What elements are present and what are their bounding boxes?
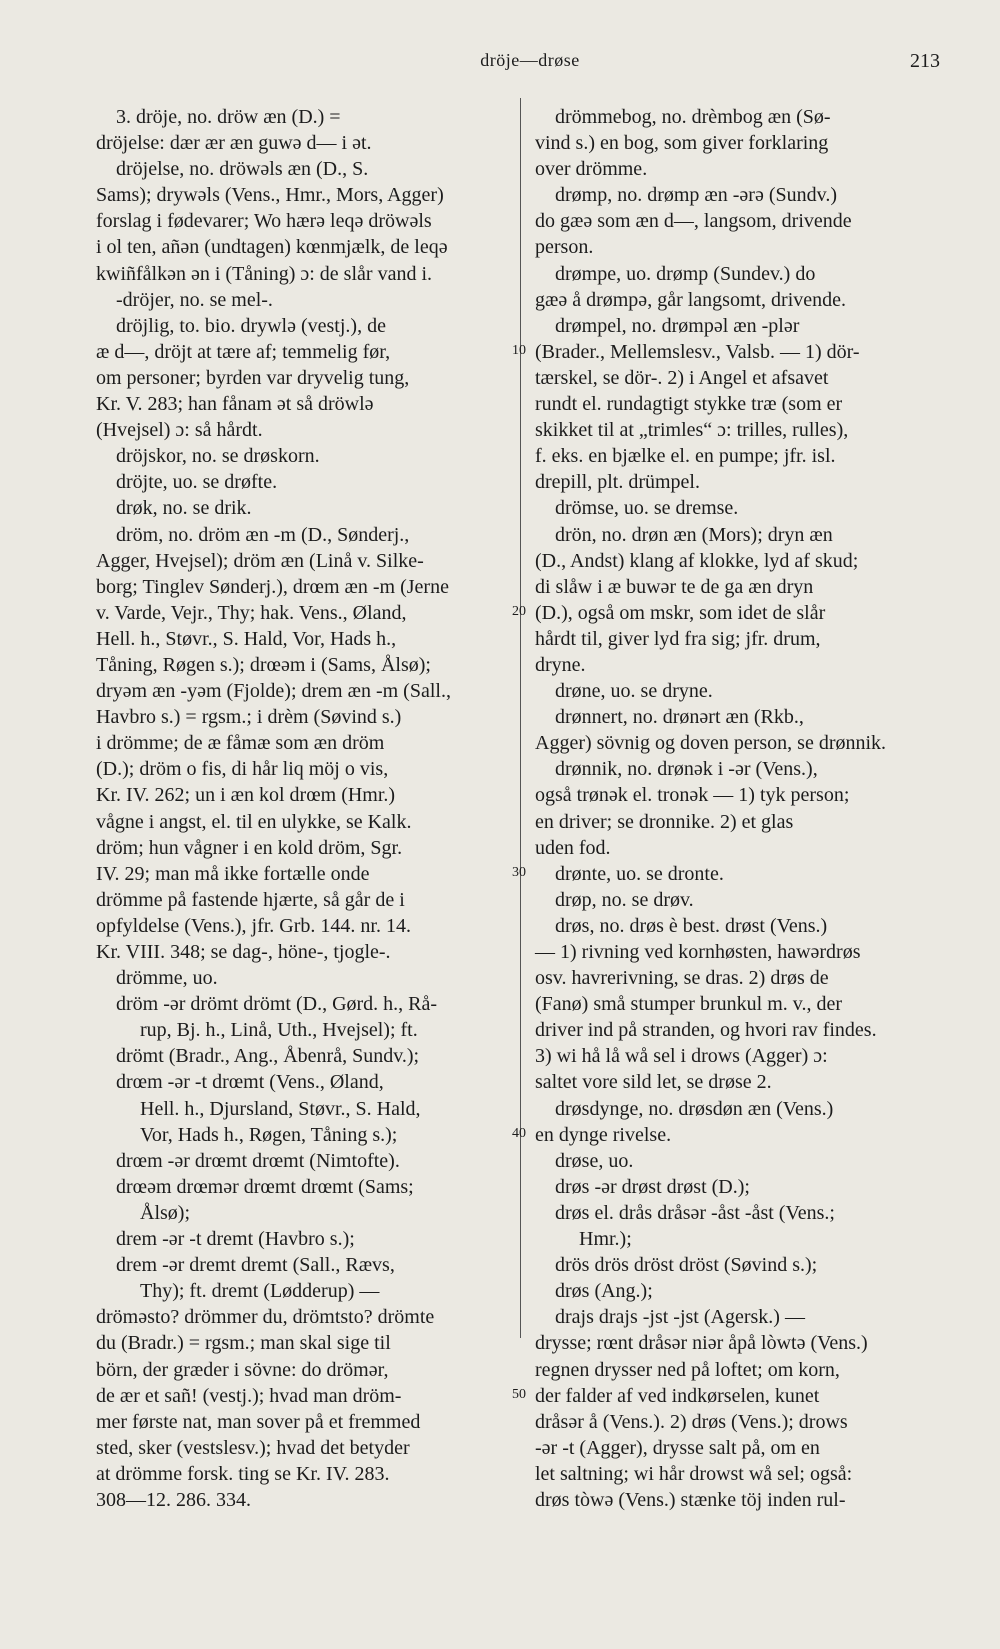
text-line: drömme på fastende hjærte, så går de i bbox=[96, 888, 405, 911]
left-column bbox=[96, 104, 506, 1513]
text-line: i ol ten, añən (undtagen) kœnmjælk, de leqə bbox=[96, 236, 448, 259]
text-line: der falder af ved indkørselen, kunet bbox=[535, 1384, 820, 1407]
text-line: drøs (Ang.); bbox=[555, 1280, 653, 1303]
text-line: di slåw i æ buwər te de ga æn dryn bbox=[535, 575, 814, 598]
text-line: også trønək el. tronək — 1) tyk person; bbox=[535, 784, 850, 807]
text-line: gæə å drømpə, går langsomt, drivende. bbox=[535, 288, 847, 311]
text-line: tærskel, se dör-. 2) i Angel et afsavet bbox=[535, 366, 829, 389]
text-line: sted, sker (vestslesv.); hvad det betyder bbox=[96, 1436, 410, 1459]
text-line: dröm; hun vågner i en kold dröm, Sgr. bbox=[96, 836, 403, 859]
text-line: drøs -ər drøst drøst (D.); bbox=[555, 1175, 750, 1198]
text-line: drajs drajs -jst -jst (Agersk.) — bbox=[555, 1306, 805, 1329]
text-line: Tåning, Røgen s.); drœəm i (Sams, Ålsø); bbox=[96, 653, 431, 676]
text-line: drömt (Bradr., Ang., Åbenrå, Sundv.); bbox=[116, 1045, 420, 1068]
text-line: Kr. V. 283; han fånam ət så dröwlə bbox=[96, 393, 374, 416]
text-line: kwiñfålkən ən i (Tåning) ɔ: de slår vand i. bbox=[96, 262, 432, 285]
line-number: 30 bbox=[512, 864, 526, 880]
text-line: (Brader., Mellemslesv., Valsb. — 1) dör- bbox=[535, 340, 860, 363]
line-number: 40 bbox=[512, 1125, 526, 1141]
text-line: (Fanø) små stumper brunkul m. v., der bbox=[535, 993, 842, 1016]
text-line: vågne i angst, el. til en ulykke, se Kalk. bbox=[96, 810, 412, 833]
text-line: Agger, Hvejsel); dröm æn (Linå v. Silke- bbox=[96, 549, 424, 572]
text-line: rundt el. rundagtigt stykke træ (som er bbox=[535, 393, 843, 416]
text-line: IV. 29; man må ikke fortælle onde bbox=[96, 862, 370, 885]
text-line: drös drös dröst dröst (Søvind s.); bbox=[555, 1254, 818, 1277]
text-line: do gæə som æn d—, langsom, drivende bbox=[535, 210, 852, 233]
text-line: drem -ər dremt dremt (Sall., Rævs, bbox=[116, 1254, 395, 1277]
text-line: 3. dröje, no. dröw æn (D.) = bbox=[116, 106, 341, 128]
text-line: dröjelse, no. dröwəls æn (D., S. bbox=[116, 158, 369, 181]
text-line: drømpel, no. drømpəl æn -plər bbox=[555, 314, 800, 337]
line-number: 10 bbox=[512, 342, 526, 358]
text-line: Hell. h., Djursland, Støvr., S. Hald, bbox=[140, 1097, 421, 1120]
text-line: drøs el. drås dråsər -åst -åst (Vens.; bbox=[555, 1201, 835, 1224]
text-line: saltet vore sild let, se drøse 2. bbox=[535, 1071, 772, 1094]
text-line: i drömme; de æ fåmæ som æn dröm bbox=[96, 732, 385, 755]
text-line: drønnik, no. drønək i -ər (Vens.), bbox=[555, 758, 818, 781]
text-line: dröjte, uo. se drøfte. bbox=[116, 471, 278, 494]
text-line: drön, no. drøn æn (Mors); dryn æn bbox=[555, 523, 833, 546]
text-line: drømpe, uo. drømp (Sundev.) do bbox=[555, 262, 816, 285]
text-line: 308—12. 286. 334. bbox=[96, 1488, 251, 1511]
column-divider bbox=[520, 98, 521, 1338]
text-line: forslag i fødevarer; Wo hærə leqə dröwəls bbox=[96, 210, 432, 233]
text-line: (D., Andst) klang af klokke, lyd af skud; bbox=[535, 549, 859, 572]
text-line: (Hvejsel) ɔ: så hårdt. bbox=[96, 419, 263, 442]
text-line: -ər -t (Agger), drysse salt på, om en bbox=[535, 1436, 820, 1459]
text-line: drœm -ər drœmt drœmt (Nimtofte). bbox=[116, 1149, 400, 1172]
text-line: om personer; byrden var dryvelig tung, bbox=[96, 366, 410, 389]
text-line: drøk, no. se drik. bbox=[116, 497, 252, 520]
text-line: at drömme forsk. ting se Kr. IV. 283. bbox=[96, 1462, 390, 1485]
text-line: osv. havrerivning, se dras. 2) drøs de bbox=[535, 967, 829, 990]
text-line: drömәsto? drömmer du, drömtsto? drömte bbox=[96, 1306, 435, 1329]
text-line: Vor, Hads h., Røgen, Tåning s.); bbox=[140, 1123, 398, 1146]
text-line: mer første nat, man sover på et fremmed bbox=[96, 1410, 421, 1433]
text-line: Hell. h., Støvr., S. Hald, Vor, Hads h., bbox=[96, 627, 397, 650]
text-line: drysse; rœnt dråsər niər åpå lòwtə (Vens.) bbox=[535, 1332, 868, 1355]
text-line: drøne, uo. se dryne. bbox=[555, 680, 713, 703]
right-column bbox=[535, 104, 950, 1513]
text-line: — 1) rivning ved kornhøsten, hawərdrøs bbox=[535, 941, 861, 963]
text-line: driver ind på stranden, og hvori rav findes. bbox=[535, 1019, 877, 1042]
text-line: drömse, uo. se dremse. bbox=[555, 497, 739, 520]
text-line: dröjelse: dær ær æn guwə d— i ət. bbox=[96, 132, 372, 155]
text-line: let saltning; wi hår drowst wå sel; også: bbox=[535, 1462, 853, 1485]
text-line: (D.); dröm o fis, di hår liq möj o vis, bbox=[96, 758, 389, 781]
text-line: drömme, uo. bbox=[116, 967, 218, 990]
text-line: drömmebog, no. drèmbog æn (Sø- bbox=[555, 106, 831, 128]
text-line: Agger) sövnig og doven person, se drønnik. bbox=[535, 732, 887, 755]
text-line: f. eks. en bjælke el. en pumpe; jfr. isl. bbox=[535, 445, 836, 468]
text-line: person. bbox=[535, 236, 594, 259]
text-line: drøse, uo. bbox=[555, 1149, 634, 1172]
text-line: Sams); drywəls (Vens., Hmr., Mors, Agger) bbox=[96, 184, 444, 207]
text-line: regnen drysser ned på loftet; om korn, bbox=[535, 1358, 840, 1381]
text-line: dröm -ər drömt drömt (D., Gørd. h., Rå- bbox=[116, 993, 438, 1016]
text-line: (D.), også om mskr, som idet de slår bbox=[535, 601, 826, 624]
text-line: -dröjer, no. se mel-. bbox=[116, 288, 273, 311]
text-line: skikket til at „trimles“ ɔ: trilles, rulles), bbox=[535, 419, 849, 442]
text-line: Kr. IV. 262; un i æn kol drœm (Hmr.) bbox=[96, 784, 396, 807]
text-line: vind s.) en bog, som giver forklaring bbox=[535, 132, 829, 155]
text-line: en driver; se dronnike. 2) et glas bbox=[535, 810, 794, 833]
text-line: drœm -ər -t drœmt (Vens., Øland, bbox=[116, 1071, 384, 1094]
text-line: Thy); ft. dremt (Lødderup) — bbox=[140, 1280, 380, 1303]
text-line: Ålsø); bbox=[140, 1201, 190, 1224]
text-line: drøs tòwə (Vens.) stænke töj inden rul- bbox=[535, 1488, 846, 1511]
text-line: uden fod. bbox=[535, 836, 611, 859]
text-line: dryne. bbox=[535, 653, 586, 676]
text-line: Hmr.); bbox=[579, 1228, 632, 1251]
text-line: drøs, no. drøs è best. drøst (Vens.) bbox=[555, 914, 828, 937]
text-line: drømp, no. drømp æn -ərə (Sundv.) bbox=[555, 184, 837, 207]
text-line: over drömme. bbox=[535, 158, 648, 181]
text-line: drepill, plt. drümpel. bbox=[535, 471, 700, 494]
text-line: de ær et sañ! (vestj.); hvad man dröm- bbox=[96, 1384, 402, 1407]
text-line: drønte, uo. se dronte. bbox=[555, 862, 724, 885]
text-line: dröjskor, no. se drøskorn. bbox=[116, 445, 320, 468]
line-number: 20 bbox=[512, 603, 526, 619]
text-line: dröjlig, to. bio. drywlə (vestj.), de bbox=[116, 314, 386, 337]
text-line: rup, Bj. h., Linå, Uth., Hvejsel); ft. bbox=[140, 1019, 418, 1042]
text-line: en dynge rivelse. bbox=[535, 1123, 672, 1146]
text-line: du (Bradr.) = rgsm.; man skal sige til bbox=[96, 1332, 391, 1355]
text-line: drøsdynge, no. drøsdøn æn (Vens.) bbox=[555, 1097, 834, 1120]
text-line: v. Varde, Vejr., Thy; hak. Vens., Øland, bbox=[96, 601, 407, 624]
text-line: 3) wi hå lå wå sel i drows (Agger) ɔ: bbox=[535, 1045, 828, 1068]
text-line: borg; Tinglev Sønderj.), drœm æn -m (Jerne bbox=[96, 575, 449, 598]
text-line: Havbro s.) = rgsm.; i drèm (Søvind s.) bbox=[96, 706, 402, 729]
text-line: drem -ər -t dremt (Havbro s.); bbox=[116, 1228, 355, 1251]
text-line: dråsər å (Vens.). 2) drøs (Vens.); drows bbox=[535, 1410, 848, 1433]
text-line: opfyldelse (Vens.), jfr. Grb. 144. nr. 14. bbox=[96, 914, 411, 937]
text-line: drœəm drœmər drœmt drœmt (Sams; bbox=[116, 1175, 414, 1198]
text-line: hårdt til, giver lyd fra sig; jfr. drum, bbox=[535, 627, 821, 650]
line-number: 50 bbox=[512, 1386, 526, 1402]
text-line: dröm, no. dröm æn -m (D., Sønderj., bbox=[116, 523, 410, 546]
text-line: Kr. VIII. 348; se dag-, höne-, tjogle-. bbox=[96, 941, 391, 963]
text-line: börn, der græder i sövne: do drömər, bbox=[96, 1358, 389, 1381]
page-number: 213 bbox=[910, 50, 940, 72]
text-line: drøp, no. se drøv. bbox=[555, 888, 694, 911]
text-line: dryəm æn -yəm (Fjolde); drem æn -m (Sall., bbox=[96, 680, 451, 703]
running-head: dröje—drøse bbox=[480, 50, 580, 70]
text-line: æ d—, dröjt at tære af; temmelig før, bbox=[96, 340, 391, 363]
text-line: drønnert, no. drønərt æn (Rkb., bbox=[555, 706, 804, 729]
